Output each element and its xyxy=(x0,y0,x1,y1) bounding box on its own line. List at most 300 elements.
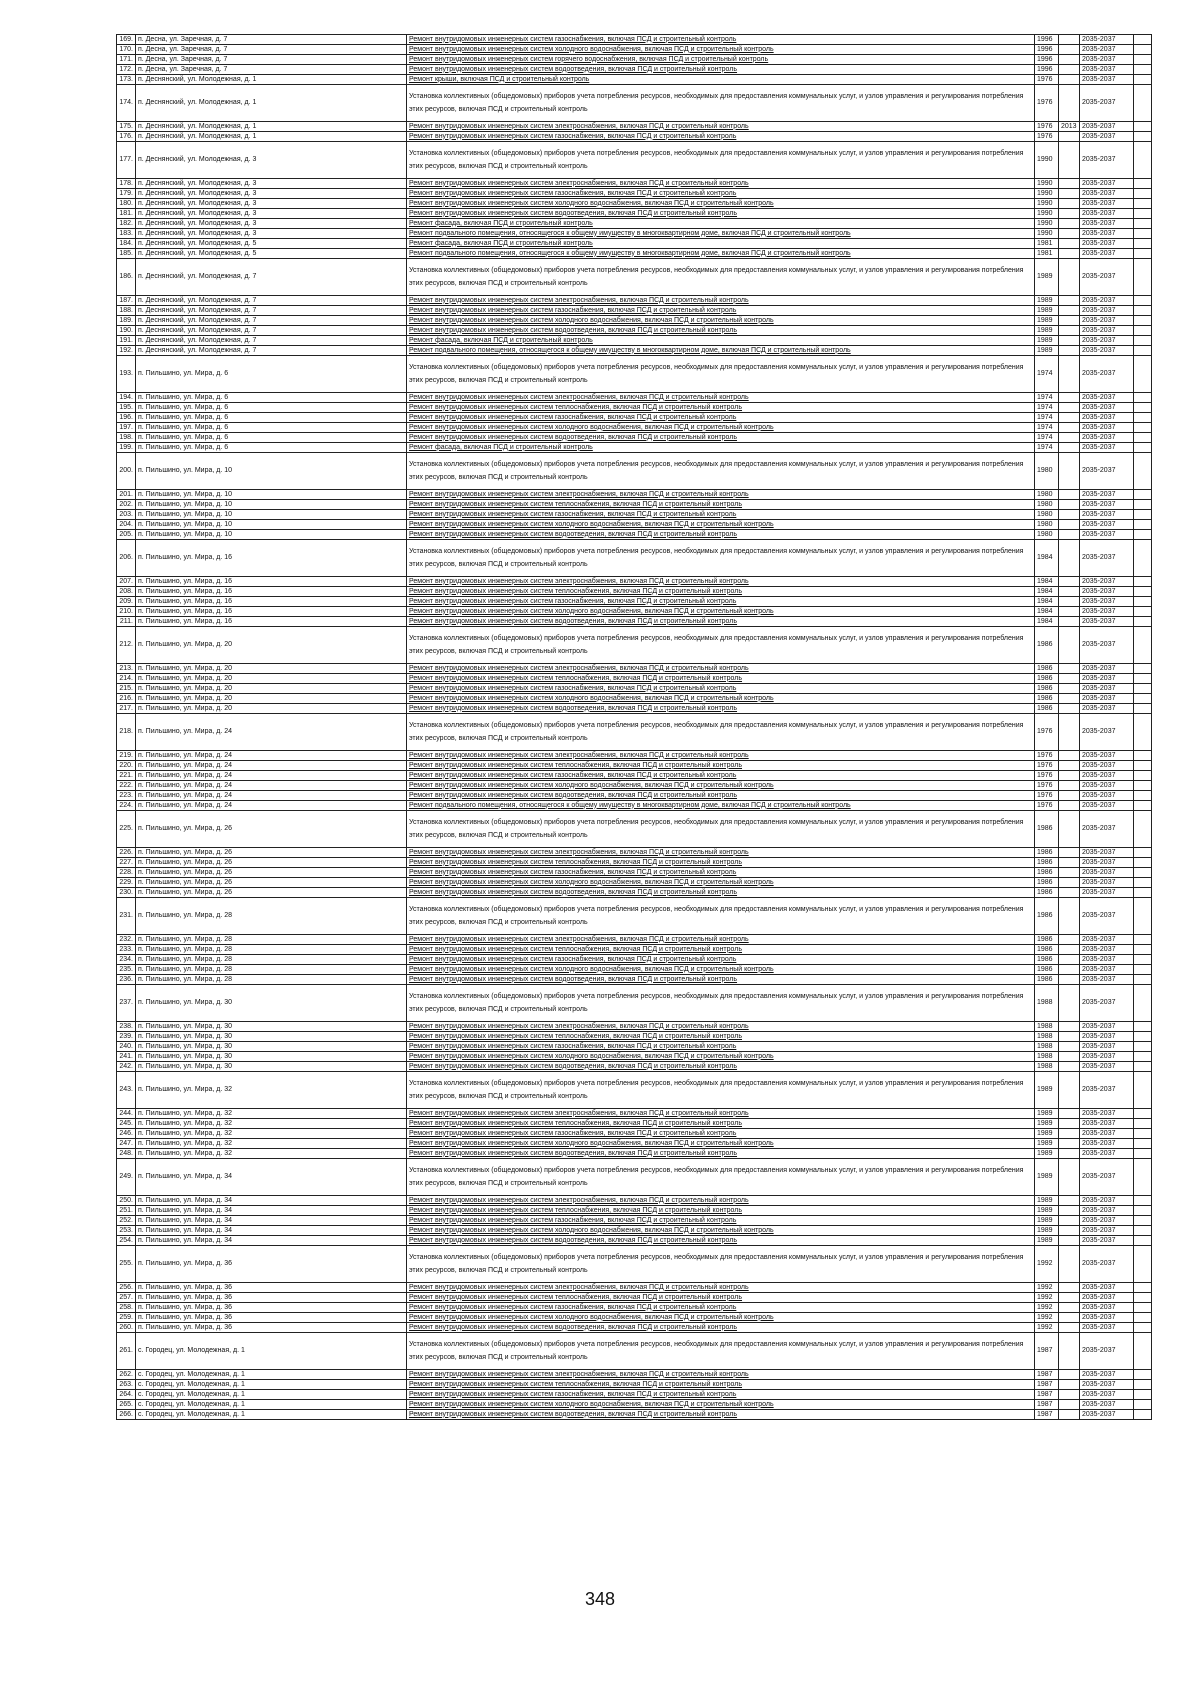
empty-cell xyxy=(1134,1042,1152,1052)
build-year-cell: 1989 xyxy=(1035,1129,1059,1139)
empty-cell xyxy=(1134,35,1152,45)
renovation-year-cell xyxy=(1059,1283,1080,1293)
row-number: 227. xyxy=(117,858,136,868)
planned-period-cell: 2035-2037 xyxy=(1080,985,1134,1022)
renovation-year-cell xyxy=(1059,1390,1080,1400)
build-year-cell: 1989 xyxy=(1035,1109,1059,1119)
work-type-cell: Ремонт внутридомовых инженерных систем газоснабжения, включая ПСД и строительный контроль xyxy=(407,1390,1035,1400)
table-row xyxy=(117,587,1152,597)
work-type-cell: Ремонт внутридомовых инженерных систем холодного водоснабжения, включая ПСД и строительный контроль xyxy=(407,1313,1035,1323)
empty-cell xyxy=(1134,296,1152,306)
renovation-year-cell xyxy=(1059,306,1080,316)
build-year-cell: 1986 xyxy=(1035,945,1059,955)
table-row xyxy=(117,540,1152,577)
renovation-year-cell xyxy=(1059,1226,1080,1236)
address-cell: с. Городец, ул. Молодежная, д. 1 xyxy=(136,1370,407,1380)
table-row xyxy=(117,433,1152,443)
planned-period-cell: 2035-2037 xyxy=(1080,587,1134,597)
renovation-year-cell xyxy=(1059,443,1080,453)
planned-period-cell: 2035-2037 xyxy=(1080,1139,1134,1149)
build-year-cell: 1996 xyxy=(1035,55,1059,65)
build-year-cell: 1987 xyxy=(1035,1390,1059,1400)
work-type-cell: Ремонт внутридомовых инженерных систем холодного водоснабжения, включая ПСД и строительный контроль xyxy=(407,965,1035,975)
empty-cell xyxy=(1134,1226,1152,1236)
table-row xyxy=(117,1370,1152,1380)
table-row xyxy=(117,1042,1152,1052)
row-number: 206. xyxy=(117,540,136,577)
row-number: 235. xyxy=(117,965,136,975)
work-type-cell: Установка коллективных (общедомовых) приборов учета потребления ресурсов, необходимых для предоставления коммунальных услуг, и узлов управления и регулирования потребления этих ресурсов, включая ПСД и строительный контроль xyxy=(407,898,1035,935)
work-type-cell: Ремонт подвального помещения, относящегося к общему имуществу в многоквартирном доме, включая ПСД и строительный контроль xyxy=(407,346,1035,356)
planned-period-cell: 2035-2037 xyxy=(1080,1149,1134,1159)
build-year-cell: 1984 xyxy=(1035,597,1059,607)
address-cell: п. Деснянский, ул. Молодежная, д. 5 xyxy=(136,249,407,259)
planned-period-cell: 2035-2037 xyxy=(1080,1313,1134,1323)
planned-period-cell: 2035-2037 xyxy=(1080,1236,1134,1246)
planned-period-cell: 2035-2037 xyxy=(1080,704,1134,714)
table-row xyxy=(117,858,1152,868)
table-row xyxy=(117,453,1152,490)
table-row xyxy=(117,781,1152,791)
table-row xyxy=(117,1226,1152,1236)
row-number: 215. xyxy=(117,684,136,694)
work-type-cell: Ремонт внутридомовых инженерных систем газоснабжения, включая ПСД и строительный контроль xyxy=(407,868,1035,878)
renovation-year-cell xyxy=(1059,142,1080,179)
planned-period-cell: 2035-2037 xyxy=(1080,1032,1134,1042)
empty-cell xyxy=(1134,1032,1152,1042)
row-number: 180. xyxy=(117,199,136,209)
planned-period-cell: 2035-2037 xyxy=(1080,684,1134,694)
work-type-cell: Ремонт внутридомовых инженерных систем водоотведения, включая ПСД и строительный контроль xyxy=(407,530,1035,540)
row-number: 251. xyxy=(117,1206,136,1216)
row-number: 197. xyxy=(117,423,136,433)
row-number: 249. xyxy=(117,1159,136,1196)
planned-period-cell: 2035-2037 xyxy=(1080,577,1134,587)
build-year-cell: 1987 xyxy=(1035,1370,1059,1380)
table-row xyxy=(117,55,1152,65)
row-number: 259. xyxy=(117,1313,136,1323)
work-type-cell: Ремонт внутридомовых инженерных систем газоснабжения, включая ПСД и строительный контроль xyxy=(407,1042,1035,1052)
planned-period-cell: 2035-2037 xyxy=(1080,617,1134,627)
address-cell: п. Пильшино, ул. Мира, д. 24 xyxy=(136,801,407,811)
renovation-year-cell xyxy=(1059,296,1080,306)
empty-cell xyxy=(1134,356,1152,393)
work-type-cell: Ремонт крыши, включая ПСД и строительный контроль xyxy=(407,75,1035,85)
address-cell: п. Пильшино, ул. Мира, д. 32 xyxy=(136,1072,407,1109)
row-number: 258. xyxy=(117,1303,136,1313)
work-type-cell: Ремонт внутридомовых инженерных систем холодного водоснабжения, включая ПСД и строительный контроль xyxy=(407,781,1035,791)
work-type-cell: Ремонт внутридомовых инженерных систем теплоснабжения, включая ПСД и строительный контроль xyxy=(407,1032,1035,1042)
build-year-cell: 1987 xyxy=(1035,1333,1059,1370)
work-type-cell: Ремонт внутридомовых инженерных систем теплоснабжения, включая ПСД и строительный контроль xyxy=(407,587,1035,597)
row-number: 184. xyxy=(117,239,136,249)
row-number: 241. xyxy=(117,1052,136,1062)
address-cell: п. Деснянский, ул. Молодежная, д. 7 xyxy=(136,326,407,336)
row-number: 222. xyxy=(117,781,136,791)
planned-period-cell: 2035-2037 xyxy=(1080,751,1134,761)
work-type-cell: Ремонт внутридомовых инженерных систем электроснабжения, включая ПСД и строительный контроль xyxy=(407,664,1035,674)
renovation-year-cell xyxy=(1059,540,1080,577)
work-type-cell: Ремонт внутридомовых инженерных систем газоснабжения, включая ПСД и строительный контроль xyxy=(407,1303,1035,1313)
renovation-year-cell xyxy=(1059,935,1080,945)
planned-period-cell: 2035-2037 xyxy=(1080,1206,1134,1216)
empty-cell xyxy=(1134,1236,1152,1246)
work-type-cell: Ремонт внутридомовых инженерных систем холодного водоснабжения, включая ПСД и строительный контроль xyxy=(407,423,1035,433)
renovation-year-cell xyxy=(1059,85,1080,122)
planned-period-cell: 2035-2037 xyxy=(1080,1293,1134,1303)
table-row xyxy=(117,898,1152,935)
build-year-cell: 1981 xyxy=(1035,249,1059,259)
address-cell: п. Деснянский, ул. Молодежная, д. 3 xyxy=(136,219,407,229)
renovation-year-cell xyxy=(1059,587,1080,597)
table-row xyxy=(117,85,1152,122)
address-cell: п. Пильшино, ул. Мира, д. 16 xyxy=(136,540,407,577)
planned-period-cell: 2035-2037 xyxy=(1080,403,1134,413)
empty-cell xyxy=(1134,433,1152,443)
work-type-cell: Ремонт внутридомовых инженерных систем электроснабжения, включая ПСД и строительный контроль xyxy=(407,122,1035,132)
work-type-cell: Ремонт внутридомовых инженерных систем газоснабжения, включая ПСД и строительный контроль xyxy=(407,132,1035,142)
build-year-cell: 1992 xyxy=(1035,1293,1059,1303)
address-cell: п. Деснянский, ул. Молодежная, д. 3 xyxy=(136,229,407,239)
row-number: 211. xyxy=(117,617,136,627)
table-row xyxy=(117,965,1152,975)
build-year-cell: 1984 xyxy=(1035,540,1059,577)
table-row xyxy=(117,189,1152,199)
build-year-cell: 1976 xyxy=(1035,771,1059,781)
address-cell: п. Деснянский, ул. Молодежная, д. 3 xyxy=(136,199,407,209)
address-cell: п. Пильшино, ул. Мира, д. 20 xyxy=(136,674,407,684)
table-row xyxy=(117,1139,1152,1149)
build-year-cell: 1988 xyxy=(1035,1052,1059,1062)
table-row xyxy=(117,975,1152,985)
address-cell: п. Деснянский, ул. Молодежная, д. 7 xyxy=(136,346,407,356)
table-row xyxy=(117,500,1152,510)
renovation-year-cell xyxy=(1059,1293,1080,1303)
build-year-cell: 1989 xyxy=(1035,1206,1059,1216)
address-cell: с. Городец, ул. Молодежная, д. 1 xyxy=(136,1380,407,1390)
build-year-cell: 1986 xyxy=(1035,848,1059,858)
empty-cell xyxy=(1134,443,1152,453)
table-row xyxy=(117,1293,1152,1303)
row-number: 225. xyxy=(117,811,136,848)
row-number: 250. xyxy=(117,1196,136,1206)
empty-cell xyxy=(1134,617,1152,627)
empty-cell xyxy=(1134,955,1152,965)
table-row xyxy=(117,1062,1152,1072)
renovation-year-cell xyxy=(1059,781,1080,791)
empty-cell xyxy=(1134,761,1152,771)
renovation-year-cell xyxy=(1059,229,1080,239)
row-number: 263. xyxy=(117,1380,136,1390)
table-row xyxy=(117,955,1152,965)
row-number: 252. xyxy=(117,1216,136,1226)
table-row xyxy=(117,356,1152,393)
work-type-cell: Ремонт внутридомовых инженерных систем водоотведения, включая ПСД и строительный контроль xyxy=(407,433,1035,443)
address-cell: п. Деснянский, ул. Молодежная, д. 7 xyxy=(136,336,407,346)
work-type-cell: Ремонт внутридомовых инженерных систем холодного водоснабжения, включая ПСД и строительный контроль xyxy=(407,694,1035,704)
planned-period-cell: 2035-2037 xyxy=(1080,1283,1134,1293)
work-type-cell: Ремонт внутридомовых инженерных систем водоотведения, включая ПСД и строительный контроль xyxy=(407,326,1035,336)
table-row xyxy=(117,811,1152,848)
renovation-year-cell xyxy=(1059,975,1080,985)
renovation-year-cell xyxy=(1059,607,1080,617)
renovation-year-cell xyxy=(1059,1072,1080,1109)
work-type-cell: Ремонт внутридомовых инженерных систем теплоснабжения, включая ПСД и строительный контроль xyxy=(407,1206,1035,1216)
work-type-cell: Ремонт внутридомовых инженерных систем холодного водоснабжения, включая ПСД и строительный контроль xyxy=(407,1226,1035,1236)
table-row xyxy=(117,306,1152,316)
empty-cell xyxy=(1134,45,1152,55)
empty-cell xyxy=(1134,811,1152,848)
address-cell: п. Пильшино, ул. Мира, д. 34 xyxy=(136,1159,407,1196)
planned-period-cell: 2035-2037 xyxy=(1080,132,1134,142)
work-type-cell: Ремонт внутридомовых инженерных систем холодного водоснабжения, включая ПСД и строительный контроль xyxy=(407,520,1035,530)
renovation-year-cell xyxy=(1059,179,1080,189)
work-type-cell: Ремонт внутридомовых инженерных систем водоотведения, включая ПСД и строительный контроль xyxy=(407,65,1035,75)
renovation-year-cell xyxy=(1059,1216,1080,1226)
work-type-cell: Ремонт внутридомовых инженерных систем холодного водоснабжения, включая ПСД и строительный контроль xyxy=(407,878,1035,888)
address-cell: п. Пильшино, ул. Мира, д. 10 xyxy=(136,500,407,510)
address-cell: п. Пильшино, ул. Мира, д. 20 xyxy=(136,684,407,694)
planned-period-cell: 2035-2037 xyxy=(1080,209,1134,219)
table-row xyxy=(117,751,1152,761)
planned-period-cell: 2035-2037 xyxy=(1080,935,1134,945)
build-year-cell: 1989 xyxy=(1035,296,1059,306)
build-year-cell: 1989 xyxy=(1035,326,1059,336)
row-number: 266. xyxy=(117,1410,136,1420)
empty-cell xyxy=(1134,751,1152,761)
empty-cell xyxy=(1134,664,1152,674)
table-row xyxy=(117,1333,1152,1370)
row-number: 174. xyxy=(117,85,136,122)
renovation-year-cell xyxy=(1059,898,1080,935)
table-row xyxy=(117,122,1152,132)
planned-period-cell: 2035-2037 xyxy=(1080,1370,1134,1380)
row-number: 218. xyxy=(117,714,136,751)
work-type-cell: Ремонт внутридомовых инженерных систем газоснабжения, включая ПСД и строительный контроль xyxy=(407,35,1035,45)
empty-cell xyxy=(1134,975,1152,985)
row-number: 264. xyxy=(117,1390,136,1400)
planned-period-cell: 2035-2037 xyxy=(1080,189,1134,199)
table-row xyxy=(117,801,1152,811)
renovation-year-cell xyxy=(1059,771,1080,781)
planned-period-cell: 2035-2037 xyxy=(1080,801,1134,811)
renovation-year-cell xyxy=(1059,1159,1080,1196)
empty-cell xyxy=(1134,1283,1152,1293)
table-row xyxy=(117,75,1152,85)
build-year-cell: 1990 xyxy=(1035,209,1059,219)
work-type-cell: Ремонт внутридомовых инженерных систем электроснабжения, включая ПСД и строительный контроль xyxy=(407,1370,1035,1380)
table-row xyxy=(117,771,1152,781)
table-row xyxy=(117,530,1152,540)
address-cell: п. Пильшино, ул. Мира, д. 16 xyxy=(136,617,407,627)
row-number: 212. xyxy=(117,627,136,664)
address-cell: п. Пильшино, ул. Мира, д. 24 xyxy=(136,771,407,781)
build-year-cell: 1976 xyxy=(1035,132,1059,142)
work-type-cell: Ремонт внутридомовых инженерных систем электроснабжения, включая ПСД и строительный контроль xyxy=(407,751,1035,761)
row-number: 203. xyxy=(117,510,136,520)
table-row xyxy=(117,443,1152,453)
row-number: 265. xyxy=(117,1400,136,1410)
build-year-cell: 1986 xyxy=(1035,888,1059,898)
address-cell: п. Пильшино, ул. Мира, д. 26 xyxy=(136,858,407,868)
build-year-cell: 1974 xyxy=(1035,433,1059,443)
planned-period-cell: 2035-2037 xyxy=(1080,674,1134,684)
table-row xyxy=(117,413,1152,423)
build-year-cell: 1986 xyxy=(1035,975,1059,985)
planned-period-cell: 2035-2037 xyxy=(1080,1323,1134,1333)
row-number: 198. xyxy=(117,433,136,443)
planned-period-cell: 2035-2037 xyxy=(1080,955,1134,965)
table-row xyxy=(117,1236,1152,1246)
build-year-cell: 1986 xyxy=(1035,664,1059,674)
renovation-year-cell xyxy=(1059,617,1080,627)
empty-cell xyxy=(1134,868,1152,878)
row-number: 176. xyxy=(117,132,136,142)
empty-cell xyxy=(1134,336,1152,346)
renovation-year-cell xyxy=(1059,1313,1080,1323)
renovation-year-cell xyxy=(1059,259,1080,296)
renovation-year-cell xyxy=(1059,751,1080,761)
empty-cell xyxy=(1134,132,1152,142)
planned-period-cell: 2035-2037 xyxy=(1080,122,1134,132)
planned-period-cell: 2035-2037 xyxy=(1080,1400,1134,1410)
work-type-cell: Ремонт внутридомовых инженерных систем теплоснабжения, включая ПСД и строительный контроль xyxy=(407,858,1035,868)
planned-period-cell: 2035-2037 xyxy=(1080,356,1134,393)
work-type-cell: Ремонт внутридомовых инженерных систем газоснабжения, включая ПСД и строительный контроль xyxy=(407,684,1035,694)
build-year-cell: 1984 xyxy=(1035,617,1059,627)
renovation-year-cell xyxy=(1059,1206,1080,1216)
empty-cell xyxy=(1134,771,1152,781)
row-number: 191. xyxy=(117,336,136,346)
row-number: 226. xyxy=(117,848,136,858)
renovation-year-cell xyxy=(1059,664,1080,674)
empty-cell xyxy=(1134,1129,1152,1139)
build-year-cell: 1987 xyxy=(1035,1380,1059,1390)
renovation-year-cell xyxy=(1059,239,1080,249)
table-row xyxy=(117,1196,1152,1206)
empty-cell xyxy=(1134,674,1152,684)
row-number: 236. xyxy=(117,975,136,985)
planned-period-cell: 2035-2037 xyxy=(1080,1226,1134,1236)
work-type-cell: Ремонт внутридомовых инженерных систем теплоснабжения, включая ПСД и строительный контроль xyxy=(407,1119,1035,1129)
row-number: 182. xyxy=(117,219,136,229)
renovation-year-cell xyxy=(1059,1236,1080,1246)
build-year-cell: 1976 xyxy=(1035,791,1059,801)
row-number: 231. xyxy=(117,898,136,935)
empty-cell xyxy=(1134,122,1152,132)
address-cell: п. Пильшино, ул. Мира, д. 10 xyxy=(136,520,407,530)
row-number: 237. xyxy=(117,985,136,1022)
row-number: 171. xyxy=(117,55,136,65)
renovation-year-cell xyxy=(1059,393,1080,403)
address-cell: п. Пильшино, ул. Мира, д. 26 xyxy=(136,888,407,898)
planned-period-cell: 2035-2037 xyxy=(1080,1303,1134,1313)
table-row xyxy=(117,577,1152,587)
row-number: 202. xyxy=(117,500,136,510)
build-year-cell: 1980 xyxy=(1035,530,1059,540)
row-number: 209. xyxy=(117,597,136,607)
planned-period-cell: 2035-2037 xyxy=(1080,45,1134,55)
planned-period-cell: 2035-2037 xyxy=(1080,597,1134,607)
renovation-year-cell xyxy=(1059,597,1080,607)
work-type-cell: Ремонт внутридомовых инженерных систем газоснабжения, включая ПСД и строительный контроль xyxy=(407,597,1035,607)
address-cell: п. Пильшино, ул. Мира, д. 28 xyxy=(136,955,407,965)
table-row xyxy=(117,1109,1152,1119)
work-type-cell: Установка коллективных (общедомовых) приборов учета потребления ресурсов, необходимых для предоставления коммунальных услуг, и узлов управления и регулирования потребления этих ресурсов, включая ПСД и строительный контроль xyxy=(407,259,1035,296)
address-cell: п. Пильшино, ул. Мира, д. 16 xyxy=(136,577,407,587)
row-number: 262. xyxy=(117,1370,136,1380)
work-type-cell: Установка коллективных (общедомовых) приборов учета потребления ресурсов, необходимых для предоставления коммунальных услуг, и узлов управления и регулирования потребления этих ресурсов, включая ПСД и строительный контроль xyxy=(407,714,1035,751)
planned-period-cell: 2035-2037 xyxy=(1080,179,1134,189)
table-row xyxy=(117,1303,1152,1313)
table-row xyxy=(117,878,1152,888)
empty-cell xyxy=(1134,1109,1152,1119)
empty-cell xyxy=(1134,179,1152,189)
work-type-cell: Ремонт внутридомовых инженерных систем холодного водоснабжения, включая ПСД и строительный контроль xyxy=(407,316,1035,326)
address-cell: п. Пильшино, ул. Мира, д. 20 xyxy=(136,664,407,674)
table-row xyxy=(117,664,1152,674)
work-type-cell: Ремонт внутридомовых инженерных систем газоснабжения, включая ПСД и строительный контроль xyxy=(407,771,1035,781)
build-year-cell: 1976 xyxy=(1035,751,1059,761)
empty-cell xyxy=(1134,597,1152,607)
row-number: 230. xyxy=(117,888,136,898)
planned-period-cell: 2035-2037 xyxy=(1080,1390,1134,1400)
row-number: 193. xyxy=(117,356,136,393)
planned-period-cell: 2035-2037 xyxy=(1080,1109,1134,1119)
address-cell: п. Пильшино, ул. Мира, д. 28 xyxy=(136,975,407,985)
address-cell: п. Деснянский, ул. Молодежная, д. 7 xyxy=(136,316,407,326)
build-year-cell: 1984 xyxy=(1035,587,1059,597)
row-number: 196. xyxy=(117,413,136,423)
renovation-year-cell xyxy=(1059,945,1080,955)
empty-cell xyxy=(1134,1206,1152,1216)
renovation-year-cell xyxy=(1059,1246,1080,1283)
table-row xyxy=(117,888,1152,898)
address-cell: п. Пильшино, ул. Мира, д. 10 xyxy=(136,453,407,490)
address-cell: п. Пильшино, ул. Мира, д. 16 xyxy=(136,597,407,607)
empty-cell xyxy=(1134,306,1152,316)
table-row xyxy=(117,259,1152,296)
table-row xyxy=(117,1283,1152,1293)
address-cell: п. Пильшино, ул. Мира, д. 26 xyxy=(136,848,407,858)
build-year-cell: 1987 xyxy=(1035,1400,1059,1410)
build-year-cell: 1976 xyxy=(1035,85,1059,122)
address-cell: п. Деснянский, ул. Молодежная, д. 7 xyxy=(136,306,407,316)
table-row xyxy=(117,239,1152,249)
planned-period-cell: 2035-2037 xyxy=(1080,85,1134,122)
work-type-cell: Ремонт внутридомовых инженерных систем электроснабжения, включая ПСД и строительный контроль xyxy=(407,1196,1035,1206)
work-type-cell: Установка коллективных (общедомовых) приборов учета потребления ресурсов, необходимых для предоставления коммунальных услуг, и узлов управления и регулирования потребления этих ресурсов, включая ПСД и строительный контроль xyxy=(407,540,1035,577)
renovation-year-cell xyxy=(1059,500,1080,510)
row-number: 232. xyxy=(117,935,136,945)
renovation-year-cell xyxy=(1059,1380,1080,1390)
planned-period-cell: 2035-2037 xyxy=(1080,1159,1134,1196)
renovation-year-cell xyxy=(1059,316,1080,326)
build-year-cell: 1989 xyxy=(1035,1159,1059,1196)
address-cell: п. Деснянский, ул. Молодежная, д. 3 xyxy=(136,179,407,189)
address-cell: п. Пильшино, ул. Мира, д. 34 xyxy=(136,1196,407,1206)
address-cell: п. Пильшино, ул. Мира, д. 10 xyxy=(136,530,407,540)
work-type-cell: Ремонт фасада, включая ПСД и строительный контроль xyxy=(407,239,1035,249)
empty-cell xyxy=(1134,848,1152,858)
build-year-cell: 1989 xyxy=(1035,1139,1059,1149)
address-cell: п. Пильшино, ул. Мира, д. 20 xyxy=(136,694,407,704)
work-type-cell: Установка коллективных (общедомовых) приборов учета потребления ресурсов, необходимых для предоставления коммунальных услуг, и узлов управления и регулирования потребления этих ресурсов, включая ПСД и строительный контроль xyxy=(407,1072,1035,1109)
work-type-cell: Ремонт внутридомовых инженерных систем холодного водоснабжения, включая ПСД и строительный контроль xyxy=(407,1400,1035,1410)
build-year-cell: 1986 xyxy=(1035,878,1059,888)
work-type-cell: Ремонт внутридомовых инженерных систем электроснабжения, включая ПСД и строительный контроль xyxy=(407,1022,1035,1032)
table-row xyxy=(117,1072,1152,1109)
